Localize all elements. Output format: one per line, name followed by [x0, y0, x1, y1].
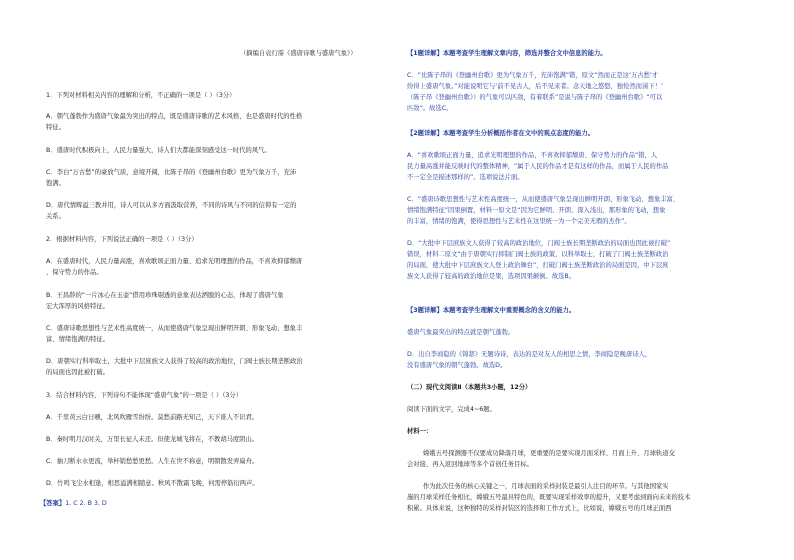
- explanation-3-d-line2: 没有盛唐气象的朝气蓬勃。故选D。: [407, 362, 507, 369]
- q1-option-d-line2: 关系。: [46, 213, 65, 220]
- q1-option-d-line1: D．唐代情辉溢三教并用，诗人可以从多方面汲取营养，不同的诗风与不同的信仰有一定的: [46, 202, 297, 209]
- explanation-2-c-line2: 情绪饱满特征”因果倒置，材料一原文是“因为它鲜明、开朗、深入浅出，那形象的飞动，想象: [407, 207, 666, 214]
- explanation-2-c-line3: 的丰富，情绪的饱满，使得思想性与艺术性在这里统一为一个完美无瑕的杰作”。: [407, 218, 631, 225]
- q2-option-d-line2: 的局面也因此被打破。: [46, 369, 109, 376]
- q2-option-c-line1: C．盛唐诗歌思想性与艺术性高度统一，从而使盛唐气象呈现出鲜明开朗、形象飞动、想象丰: [46, 325, 303, 332]
- source-citation: （摘编自袁行霈《盛唐诗歌与盛唐气象》）: [240, 50, 357, 57]
- q1-option-c-line2: 饱满。: [46, 180, 65, 187]
- explanation-1-title: 【1题详解】本题考查学生理解文章内容，筛选并整合文中信息的能力。: [407, 50, 607, 57]
- answer-key-tag: 【答案】: [40, 500, 66, 507]
- explanation-2-a-line2: 民力量高涨并能反映时代的整体精神，“属于人民的作品才是有这样的作品，而属于人民的作品: [407, 163, 669, 170]
- explanation-1-c-line4: 匹敌”。故选C。: [407, 105, 453, 112]
- material-1-label: 材料一：: [407, 428, 433, 435]
- q2-option-c-line2: 富、情绪饱满的特征。: [46, 336, 109, 343]
- explanation-1-c-line1: C．“比陈子昂的《登幽州台歌》更为气象万千，充沛饱满”错，原文“然而正是这‘万古愁’才: [407, 72, 659, 79]
- q2-option-b-line1: B．王昌龄的“一片冰心在玉壶”借用珍珠剔透的意象表达洒脱的心态，体现了盛唐气象: [46, 292, 284, 299]
- answer-key-text: 1. C 2. B 3. D: [65, 500, 107, 507]
- explanation-3-title: 【3题详解】本题考查学生理解文中重要概念的含义的能力。: [407, 307, 576, 314]
- q3-option-d: D．竹鸣飞尘水相逢，相思溢满相随意。秋风不散霜飞晚，何需停筋衍两声。: [46, 480, 259, 487]
- explanation-2-d-line1: D．“大批中下层庶族文人获得了较高的政治地位，门阀士族长期垄断政治的局面也因此被打破”: [407, 240, 671, 247]
- explanation-2-a-line1: A．“喜欢歌颂正面力量、追求光明理想的作品，不喜欢抑郁颓唐、保守势力的作品”错，人: [407, 152, 658, 159]
- explanation-2-c-line1: C．“盛唐诗歌思想性与艺术性高度统一，从而使盛唐气象呈现出鲜明开朗、形象飞动、想象丰富、: [407, 196, 680, 203]
- paragraph-2-line1: 作为此次任务的核心关键之一，月球表面的采样封装是最引人注目的环节。与其他国家实: [423, 483, 669, 490]
- q2-option-d-line1: D．唐朝实行科举取士，大批中下层庶族文人获得了较高的政治地位，门阀士族长期垄断政治: [46, 358, 303, 365]
- q3-option-a: A．千里黄云白日曛，北风吹雁雪纷纷。莫愁前路无知己，天下谁人不识君。: [46, 414, 259, 421]
- paragraph-1-line1: 嫦娥五号探测器不仅要成功降落月球，更重要的是要实现月面采样、月面上升、月球轨道交: [423, 450, 675, 457]
- question-2-stem: 2．根据材料内容，下列说法正确的一项是（ ）（3分）: [46, 236, 198, 243]
- q1-option-b: B．盛唐时代积极向上，人民力量强大，诗人们大都能深刻感受这一时代的风气。: [46, 147, 271, 154]
- paragraph-2-line2: 施的月球采样任务相比，嫦娥五号最具特色的，既要实现采样效率的提升，又要考虑到面向未来的技术: [407, 494, 691, 501]
- explanation-2-d-line3: 的局面，使大批中下层庶族文人登上政治舞台”，打破门阀士族垄断政治的局面是因，中下层庶: [407, 262, 669, 269]
- q2-option-b-line2: 宏大浑厚的风格特征。: [46, 303, 109, 310]
- q1-option-a-line2: 特征。: [46, 124, 65, 131]
- explanation-3-main: 盛唐气象最突出的特点就是朝气蓬勃。: [407, 329, 515, 336]
- section-title: （二）现代文阅读Ⅱ（本题共3小题，12分）: [407, 384, 532, 391]
- explanation-2-d-line4: 族文人获得了较高的政治地位是果，选项因果颠倒。故选B。: [407, 273, 576, 280]
- explanation-1-c-line3: （陈子昂《登幽州台歌》）的气象可以匹敌，有着联系”是说与陈子昂的《登幽州台歌》“可以: [407, 94, 663, 101]
- q3-option-c: C．抽刀断水水更流，举杯销愁愁更愁。人生在世不称意，明朝散发弄扁舟。: [46, 458, 259, 465]
- q3-option-b: B．秦时明月汉时关，万里长征人未还。但使龙城飞将在，不教胡马度阴山。: [46, 436, 259, 443]
- right-column: [403, 0, 755, 560]
- reading-instruction: 阅读下面的文字，完成4~6题。: [407, 406, 496, 413]
- q1-option-a-line1: A．朝气蓬勃作为盛唐气象最为突出的特点，既是盛唐诗歌的艺术风格，也是盛唐时代的性格: [46, 113, 303, 120]
- explanation-2-a-line3: 不一定全是描述那样的”。选项说法片面。: [407, 174, 524, 181]
- left-column: [40, 0, 388, 560]
- paragraph-1-line2: 会对接、再入返回地球等多个首创任务目标。: [407, 461, 533, 468]
- question-3-stem: 3．结合材料内容，下列诗句不能体现“盛唐气象”的一项是（ ）（3分）: [46, 392, 242, 399]
- q2-option-a-line1: A．在盛唐时代，人民力量高涨，喜欢歌颂正面力量、追求光明理想的作品，不喜欢抑郁颓唐: [46, 258, 303, 265]
- explanation-2-d-line2: 错误，材料二原文“由于唐朝实行抑制门阀士族的政策，以科举取士，打破了门阀士族垄断政治: [407, 251, 669, 258]
- question-1-stem: 1．下列对材料相关内容的理解和分析，不正确的一项是（ ）（3分）: [46, 92, 236, 99]
- answer-key: [40, 500, 107, 508]
- explanation-1-c-line2: 纷得上盛唐气象。”对能说明它与‘前不见古人，后不见来者。念天地之悠悠，独怆然而涕下！’: [407, 83, 663, 90]
- explanation-3-d-line1: D．出自李商隐的《锦瑟》无题诗诗，表达的是对友人的相思之情，李商隐是晚唐诗人，: [407, 351, 652, 358]
- q1-option-c-line1: C．李白“万古愁”的豪放气质，意境开阔，比陈子昂的《登幽州台歌》更为气象万千，充沛: [46, 169, 297, 176]
- explanation-2-title: 【2题详解】本题考查学生分析概括作者在文中的观点态度的能力。: [407, 130, 594, 137]
- q2-option-a-line2: 、保守势力的作品。: [46, 269, 103, 276]
- paragraph-2-line3: 积累。具体来说，这种独特的采样封装区的选择和工作方式上，比如说，嫦娥五号的月球正面西: [407, 505, 672, 512]
